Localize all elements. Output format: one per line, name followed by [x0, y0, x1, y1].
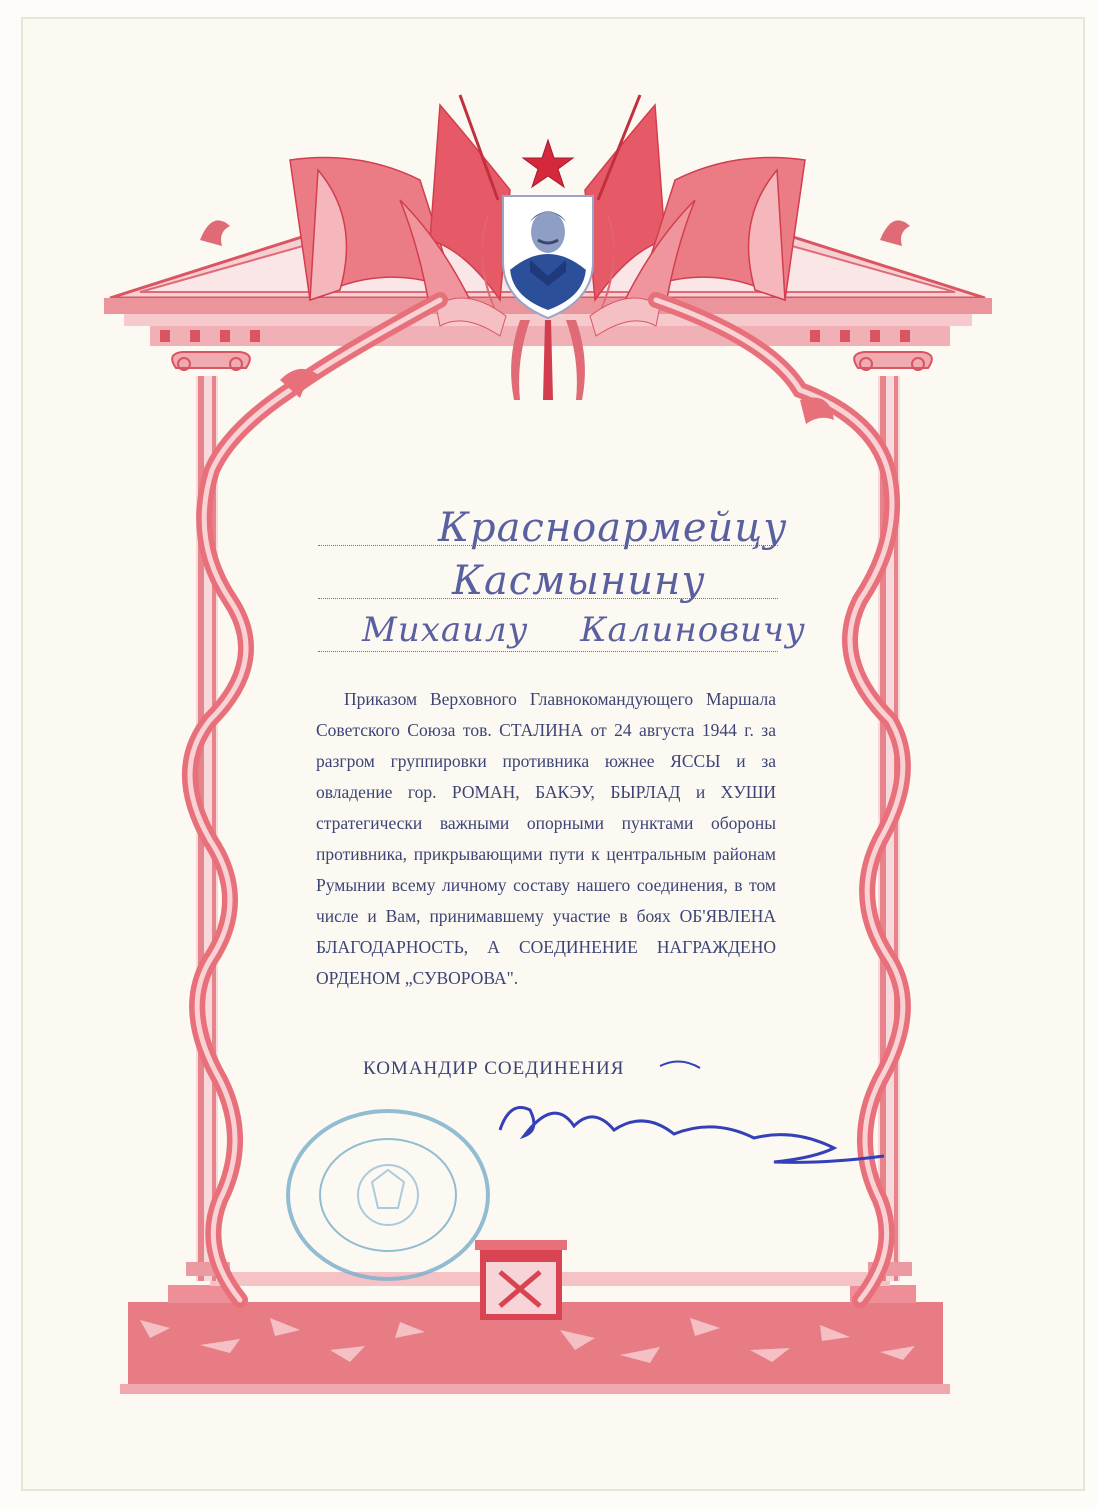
recipient-rank: Красноармейцу — [438, 505, 788, 551]
commander-label: КОМАНДИР СОЕДИНЕНИЯ — [363, 1058, 625, 1079]
order-paragraph: Приказом Верховного Главнокомандующего Маршала Советского Союза тов. СТАЛИНА от 24 августа 1944 г. за разгром группировки противника южнее ЯССЫ и за овладение гор. РОМАН, БАКЭУ, БЫРЛАД и ХУШИ стратегически важными опорными пунктами обороны противника, прикрывающими пути к центральным районам Румынии всему личному составу нашего соединения, в том числе и Вам, принимавшему участие в боях ОБ'ЯВЛЕНА БЛАГОДАРНОСТЬ, А СОЕДИНЕНИЕ НАГРАЖДЕНО ОРДЕНОМ „СУВОРОВА". — [316, 689, 776, 988]
recipient-surname: Касмынину — [452, 558, 706, 604]
order-pedestal — [475, 1240, 567, 1320]
order-text — [316, 684, 776, 994]
dotted-line-3 — [318, 651, 778, 652]
recipient-name: Михаилу Калиновичу — [362, 610, 806, 650]
